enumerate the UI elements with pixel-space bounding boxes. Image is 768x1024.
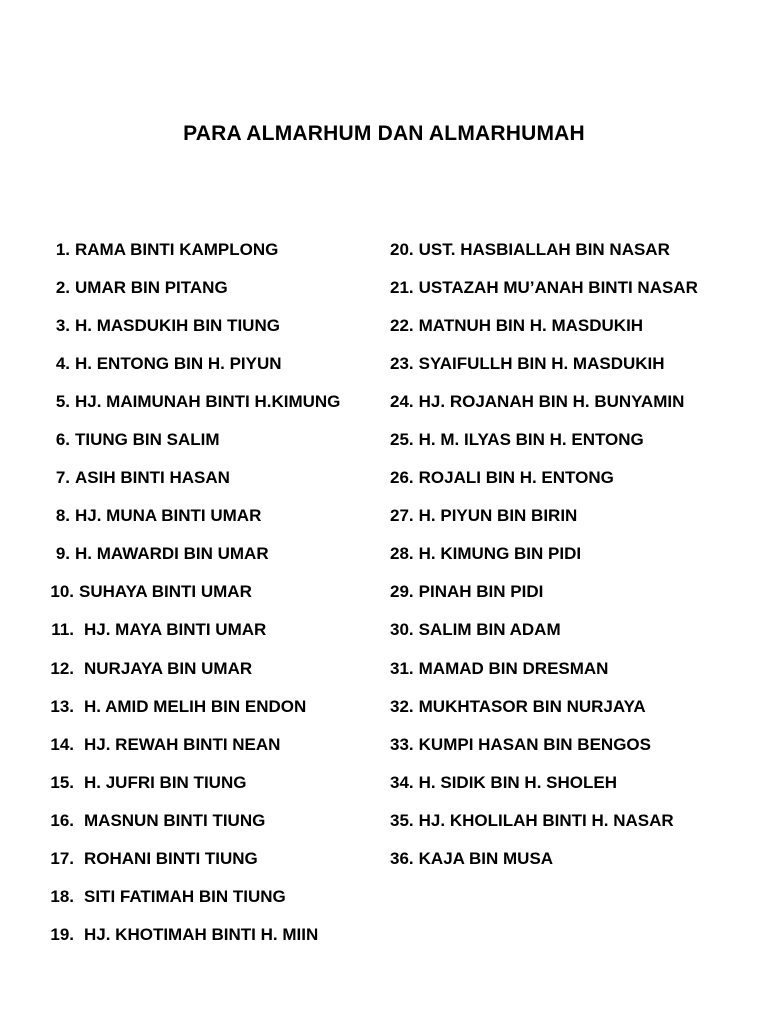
item-name: SUHAYA BINTI UMAR [79, 582, 252, 602]
list-item [46, 502, 376, 540]
item-number: 22. [390, 316, 414, 336]
item-name: H. KIMUNG BIN PIDI [418, 544, 582, 564]
item-name: HJ. MAYA BINTI UMAR [84, 620, 267, 640]
item-name: KUMPI HASAN BIN BENGOS [418, 734, 651, 754]
item-number: 19. [50, 924, 74, 944]
list-item [390, 236, 760, 274]
list-item [46, 236, 376, 274]
list-item [46, 731, 376, 769]
item-number: 11. [51, 620, 74, 640]
list-item [390, 274, 760, 312]
item-name: H. AMID MELIH BIN ENDON [84, 696, 307, 716]
list-item [390, 350, 760, 388]
item-name: KAJA BIN MUSA [418, 848, 554, 868]
right-name-list [390, 236, 760, 883]
item-name: H. M. ILYAS BIN H. ENTONG [418, 430, 644, 450]
list-item [46, 921, 376, 959]
item-name: SYAIFULLH BIN H. MASDUKIH [418, 354, 665, 374]
item-name: HJ. KHOLILAH BINTI H. NASAR [418, 810, 674, 830]
item-number: 32. [390, 696, 414, 716]
item-number: 2. [55, 278, 70, 298]
item-number: 1. [55, 240, 70, 259]
item-name: MUKHTASOR BIN NURJAYA [418, 696, 646, 716]
page-title: PARA ALMARHUM DAN ALMARHUMAH [183, 122, 585, 146]
item-name: SALIM BIN ADAM [418, 620, 561, 640]
list-item [46, 807, 376, 845]
list-item [390, 616, 760, 654]
list-item [390, 464, 760, 502]
item-name: HJ. KHOTIMAH BINTI H. MIIN [84, 924, 319, 944]
list-item [390, 578, 760, 616]
item-name: H. ENTONG BIN H. PIYUN [75, 354, 282, 374]
item-name: PINAH BIN PIDI [418, 582, 544, 602]
item-number: 23. [390, 354, 414, 374]
list-item [46, 655, 376, 693]
list-item [46, 312, 376, 350]
item-number: 28. [390, 544, 414, 564]
list-item [46, 616, 376, 654]
item-number: 15. [50, 772, 74, 792]
item-number: 33. [390, 734, 414, 754]
item-number: 24. [390, 392, 414, 412]
item-name: RAMA BINTI KAMPLONG [75, 240, 279, 259]
list-item [390, 693, 760, 731]
item-number: 20. [390, 240, 414, 259]
item-number: 6. [55, 430, 70, 450]
left-name-list [46, 236, 376, 959]
item-name: MATNUH BIN H. MASDUKIH [418, 316, 644, 336]
list-item [390, 502, 760, 540]
item-name: ROJALI BIN H. ENTONG [418, 468, 614, 488]
item-number: 25. [390, 430, 414, 450]
item-number: 8. [55, 506, 70, 526]
item-name: ROHANI BINTI TIUNG [84, 848, 258, 868]
item-number: 5. [55, 392, 70, 412]
list-item [390, 655, 760, 693]
item-name: H. MAWARDI BIN UMAR [75, 544, 269, 564]
list-item [46, 540, 376, 578]
list-item [390, 769, 760, 807]
item-name: UMAR BIN PITANG [75, 278, 228, 298]
list-item [390, 426, 760, 464]
item-number: 30. [390, 620, 414, 640]
item-name: USTAZAH MU’ANAH BINTI NASAR [418, 278, 698, 298]
item-number: 12. [50, 658, 74, 678]
list-item [46, 578, 376, 616]
item-number: 9. [55, 544, 70, 564]
item-number: 27. [390, 506, 414, 526]
list-item [46, 769, 376, 807]
list-item [390, 388, 760, 426]
item-number: 31. [390, 658, 414, 678]
item-name: HJ. MUNA BINTI UMAR [75, 506, 262, 526]
item-number: 36. [390, 848, 414, 868]
item-name: MASNUN BINTI TIUNG [84, 810, 266, 830]
item-number: 34. [390, 772, 414, 792]
item-name: H. JUFRI BIN TIUNG [84, 772, 247, 792]
list-item [46, 274, 376, 312]
item-name: ASIH BINTI HASAN [75, 468, 230, 488]
item-name: TIUNG BIN SALIM [75, 430, 220, 450]
list-item [390, 731, 760, 769]
list-item [46, 883, 376, 921]
item-number: 3. [55, 316, 70, 336]
list-item [46, 350, 376, 388]
list-item [390, 845, 760, 883]
item-name: HJ. MAIMUNAH BINTI H.KIMUNG [75, 392, 341, 412]
item-name: H. MASDUKIH BIN TIUNG [75, 316, 280, 336]
item-number: 14. [50, 734, 74, 754]
list-item [46, 693, 376, 731]
list-item [46, 426, 376, 464]
list-item [46, 388, 376, 426]
item-name: SITI FATIMAH BIN TIUNG [84, 886, 286, 906]
item-name: H. SIDIK BIN H. SHOLEH [418, 772, 617, 792]
item-name: MAMAD BIN DRESMAN [418, 658, 609, 678]
list-item [390, 807, 760, 845]
list-item [390, 312, 760, 350]
item-name: HJ. REWAH BINTI NEAN [84, 734, 281, 754]
item-number: 13. [50, 696, 74, 716]
item-number: 26. [390, 468, 414, 488]
item-number: 35. [390, 810, 414, 830]
item-name: H. PIYUN BIN BIRIN [418, 506, 578, 526]
item-number: 7. [55, 468, 70, 488]
item-number: 29. [390, 582, 414, 602]
item-number: 4. [55, 354, 70, 374]
list-item [390, 540, 760, 578]
list-item [46, 464, 376, 502]
list-item [46, 845, 376, 883]
item-number: 10. [50, 582, 74, 602]
item-name: HJ. ROJANAH BIN H. BUNYAMIN [418, 392, 685, 412]
item-number: 18. [50, 886, 74, 906]
item-name: UST. HASBIALLAH BIN NASAR [418, 240, 670, 259]
item-number: 16. [50, 810, 74, 830]
item-name: NURJAYA BIN UMAR [84, 658, 253, 678]
item-number: 21. [390, 278, 414, 298]
item-number: 17. [50, 848, 74, 868]
